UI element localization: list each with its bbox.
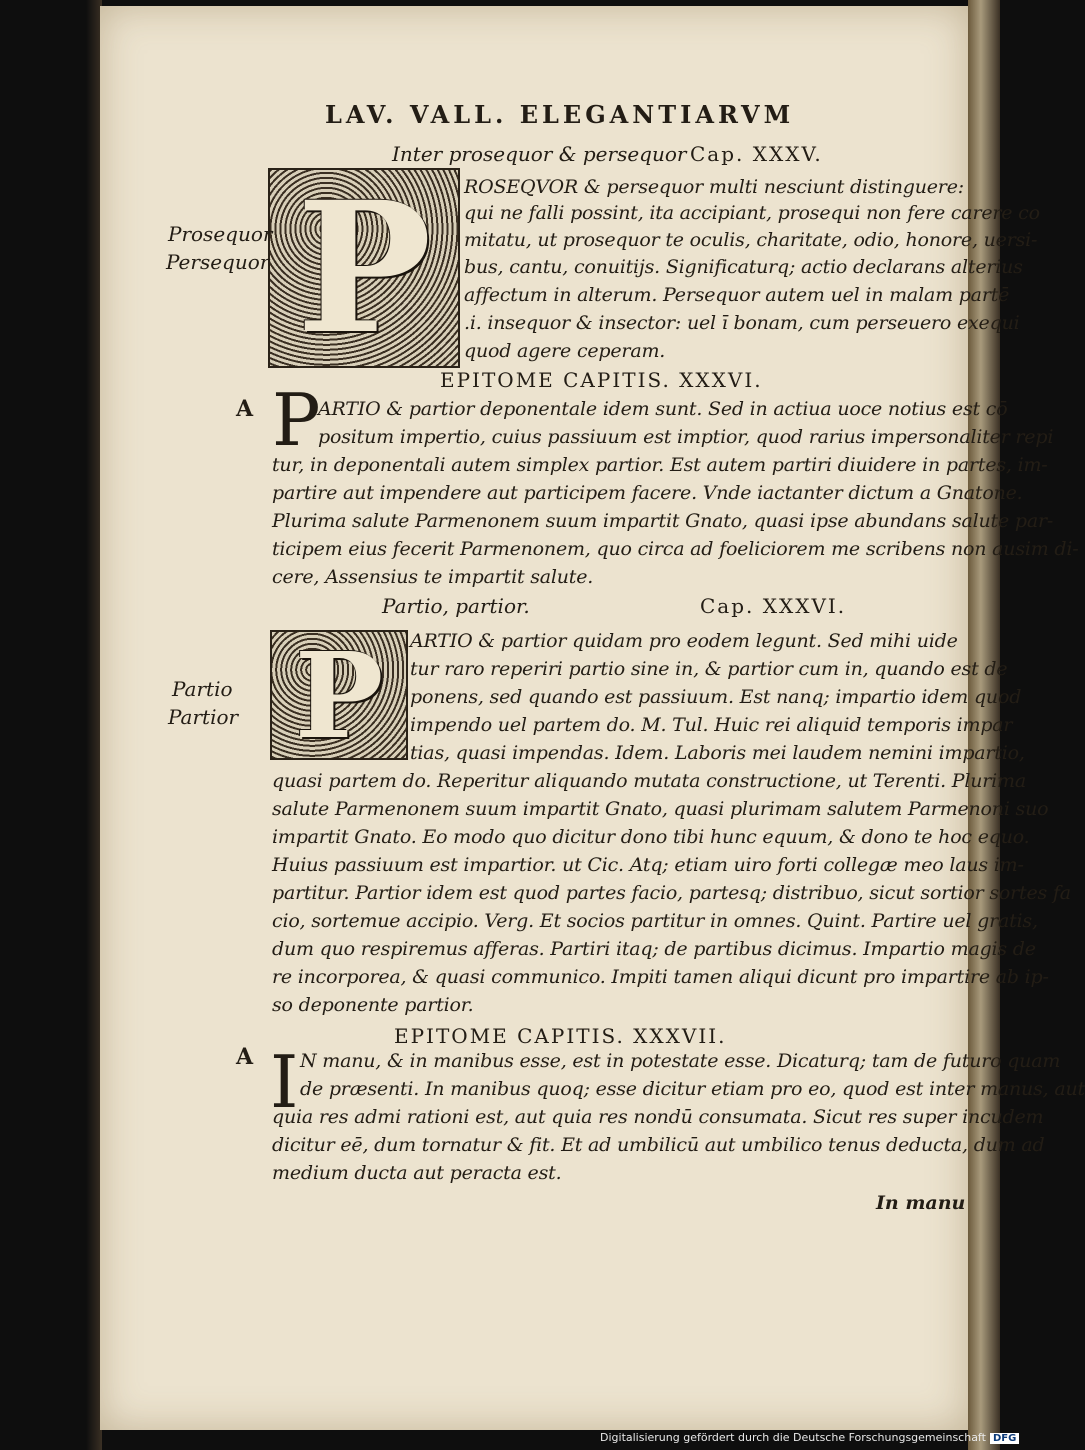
margin-note: Prosequor — [168, 222, 273, 246]
text-line: impendo uel partem do. M. Tul. Huic rei aliquid temporis impar — [410, 714, 1013, 736]
text-line: impartit Gnato. Eo modo quo dicitur dono tibi hunc equum, & dono te hoc equo. — [272, 826, 1030, 848]
chapter-heading-title: Inter prosequor & persequor — [392, 142, 687, 166]
dfg-logo: DFG — [990, 1433, 1019, 1444]
text-line: partire aut impendere aut participem facere. Vnde iactanter dictum a Gnatone. — [272, 482, 1023, 504]
catchword: In manu — [876, 1192, 966, 1214]
text-line: ARTIO & partior deponentale idem sunt. Sed in actiua uoce notius est cō — [318, 398, 1008, 420]
initial-letter: P — [294, 625, 384, 765]
text-line: medium ducta aut peracta est. — [272, 1162, 562, 1184]
text-line: bus, cantu, conuitijs. Significaturq; actio declarans alterius — [464, 256, 1023, 278]
text-line: cio, sortemue accipio. Verg. Et socios partitur in omnes. Quint. Partire uel gratis, — [272, 910, 1038, 932]
initial-letter: I — [270, 1040, 299, 1124]
text-line: quasi partem do. Reperitur aliquando mutata constructione, ut Terenti. Plurima — [272, 770, 1026, 792]
text-line: positum impertio, cuius passiuum est imptior, quod rarius impersonaliter repi — [318, 426, 1054, 448]
epitome-heading: EPITOME CAPITIS. XXXVI. — [440, 368, 763, 392]
text-line: salute Parmenonem suum impartit Gnato, quasi plurimam salutem Parmenoni suo — [272, 798, 1049, 820]
side-letter: A — [236, 1044, 254, 1070]
side-letter: A — [236, 396, 254, 422]
footer-credit — [600, 1431, 1019, 1444]
footer-text: Digitalisierung gefördert durch die Deutsche Forschungsgemeinschaft — [600, 1431, 986, 1444]
chapter-heading-title: Partio, partior. — [382, 594, 530, 618]
epitome-heading: EPITOME CAPITIS. XXXVII. — [394, 1024, 727, 1048]
text-line: affectum in alterum. Persequor autem uel in malam partē — [464, 284, 1010, 306]
text-line: ROSEQVOR & persequor multi nesciunt distinguere: — [464, 176, 964, 198]
text-line: tur raro reperiri partio sine in, & partior cum in, quando est de — [410, 658, 1008, 680]
text-line: de præsenti. In manibus quoq; esse dicitur etiam pro eo, quod est inter manus, aut — [300, 1078, 1085, 1100]
running-head: LAV. VALL. ELEGANTIARVM — [325, 100, 795, 129]
decorated-initial-p — [268, 162, 460, 374]
margin-note: Persequor — [166, 250, 270, 274]
text-line: quod agere ceperam. — [464, 340, 666, 362]
text-line: mitatu, ut prosequor te oculis, charitate, odio, honore, uersi- — [464, 229, 1038, 251]
initial-letter: P — [296, 162, 432, 374]
text-line: tias, quasi impendas. Idem. Laboris mei laudem nemini impartio, — [410, 742, 1025, 764]
text-line: so deponente partior. — [272, 994, 474, 1016]
text-line: quia res admi rationi est, aut quia res nondū consumata. Sicut res super incudem — [272, 1106, 1044, 1128]
text-line: ticipem eius fecerit Parmenonem, quo circa ad foeliciorem me scribens non ausim di- — [272, 538, 1079, 560]
decorated-initial-p — [270, 625, 408, 765]
margin-note: Partio — [172, 677, 233, 701]
text-line: N manu, & in manibus esse, est in potestate esse. Dicaturq; tam de futuro quam — [300, 1050, 1061, 1072]
text-line: Huius passiuum est impartior. ut Cic. Atq; etiam uiro forti collegæ meo laus im- — [272, 854, 1024, 876]
initial-letter: P — [272, 378, 321, 462]
text-line: cere, Assensius te impartit salute. — [272, 566, 594, 588]
chapter-heading-number: Cap. XXXVI. — [700, 594, 847, 618]
text-line: qui ne falli possint, ita accipiant, prosequi non fere carere co — [464, 202, 1040, 224]
text-line: dicitur eē, dum tornatur & fit. Et ad umbilicū aut umbilico tenus deducta, dum ad — [272, 1134, 1045, 1156]
text-line: Plurima salute Parmenonem suum impartit Gnato, quasi ipse abundans salute par- — [272, 510, 1054, 532]
text-line: dum quo respiremus afferas. Partiri itaq; de partibus dicimus. Impartio magis de — [272, 938, 1036, 960]
chapter-heading-number: Cap. XXXV. — [690, 142, 823, 166]
text-line: .i. insequor & insector: uel ī bonam, cum perseuero exequi — [464, 312, 1020, 334]
text-line: ponens, sed quando est passiuum. Est nanq; impartio idem quod — [410, 686, 1022, 708]
text-line: tur, in deponentali autem simplex partior. Est autem partiri diuidere in partes, im- — [272, 454, 1048, 476]
text-line: re incorporea, & quasi communico. Impiti tamen aliqui dicunt pro impartire ab ip- — [272, 966, 1049, 988]
text-line: partitur. Partior idem est quod partes facio, partesq; distribuo, sicut sortior sortes fa — [272, 882, 1071, 904]
margin-note: Partior — [168, 705, 239, 729]
text-line: ARTIO & partior quidam pro eodem legunt. Sed mihi uide — [410, 630, 958, 652]
